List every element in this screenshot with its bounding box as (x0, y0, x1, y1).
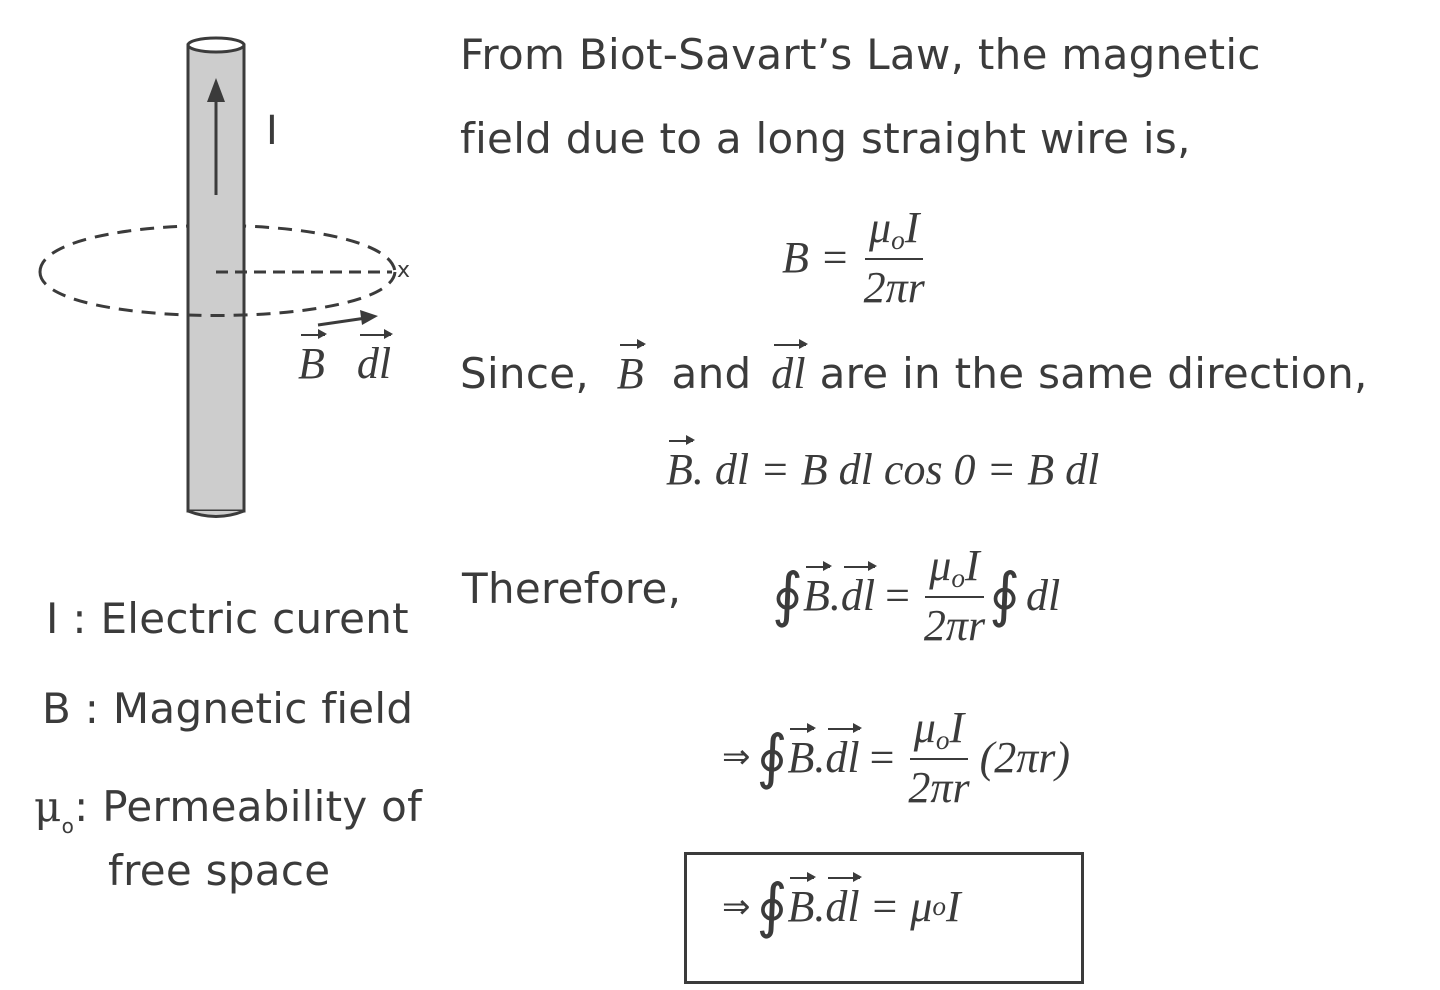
legend-permeability-line2: free space (108, 846, 331, 895)
eq3-dl: dl (840, 570, 876, 620)
implies-icon-final: ⇒ (722, 886, 751, 927)
contour-integral-icon: ∮ (772, 560, 803, 630)
mu-subscript: o (61, 814, 75, 838)
final-rhs: = μ (869, 882, 933, 931)
eq1-fraction (860, 202, 929, 313)
final-dot: . (814, 882, 826, 931)
final-sub: o (932, 891, 946, 921)
equation-substituted (722, 702, 1070, 813)
eq2-text: . dl = B dl cos 0 = B dl (692, 445, 1100, 494)
intro-line-1: From Biot-Savart’s Law, the magnetic (460, 30, 1261, 79)
legend-field: B : Magnetic field (42, 684, 414, 733)
since-rest: are in the same direction, (819, 349, 1368, 398)
contour-integral-icon-2: ∮ (989, 560, 1021, 630)
eq3-equals: = (885, 570, 910, 620)
eq4-equals: = (869, 732, 895, 782)
eq4-dot: . (814, 732, 826, 782)
eq3-rhs: dl (1026, 570, 1061, 620)
equation-dot-product (666, 444, 1099, 495)
eq1-mu: μ (868, 203, 892, 252)
equation-ampere-law (722, 872, 961, 941)
eq3-dot: . (829, 570, 841, 620)
current-label: I (266, 108, 279, 154)
legend-permeability (34, 782, 422, 838)
wire-bottom (188, 511, 244, 517)
intro-line-2: field due to a long straight wire is, (460, 114, 1191, 163)
final-B: B (787, 882, 815, 931)
wire-top (188, 38, 244, 52)
contour-integral-icon-final: ∮ (756, 872, 788, 941)
eq3-B: B (802, 570, 830, 620)
diagram-field-label (298, 338, 391, 389)
equation-field (782, 202, 929, 313)
therefore-label: Therefore, (462, 564, 682, 613)
eq1-mu-sub: o (891, 224, 905, 255)
eq4-rhs: (2πr) (979, 732, 1071, 782)
eq4-B: B (787, 732, 815, 782)
since-line (460, 348, 1368, 399)
eq2-B-vector: B (666, 445, 693, 494)
final-dl: dl (825, 882, 860, 931)
legend-current: I : Electric curent (46, 594, 409, 643)
eq4-fraction: $\frac{\mu_oI}{2\pi r}$ (908, 703, 970, 812)
tangent-arrow-head (360, 310, 378, 325)
mu-symbol: μ (34, 782, 62, 831)
diagram-dl-vector: dl (356, 339, 392, 388)
diagram-B-vector: B (298, 339, 325, 388)
tangent-arrow-shaft (318, 318, 366, 325)
eq3-fraction: $\frac{\mu_oI}{2\pi r}$ (923, 541, 986, 650)
point-label: x (397, 258, 411, 283)
wire-diagram (0, 0, 460, 540)
contour-integral-icon-3: ∮ (756, 722, 788, 792)
since-word: Since, (460, 349, 590, 398)
implies-icon: ⇒ (722, 737, 751, 778)
eq1-lhs: B = (782, 232, 850, 282)
since-dl-vector: dl (771, 349, 806, 398)
since-and: and (671, 349, 752, 398)
permeability-line1: : Permeability of (74, 782, 423, 831)
since-B-vector: B (616, 349, 644, 398)
final-I: I (946, 882, 961, 931)
eq1-denominator: 2πr (863, 262, 925, 312)
eq4-dl: dl (825, 732, 860, 782)
eq1-I: I (904, 203, 920, 252)
equation-line-integral (772, 540, 1060, 651)
